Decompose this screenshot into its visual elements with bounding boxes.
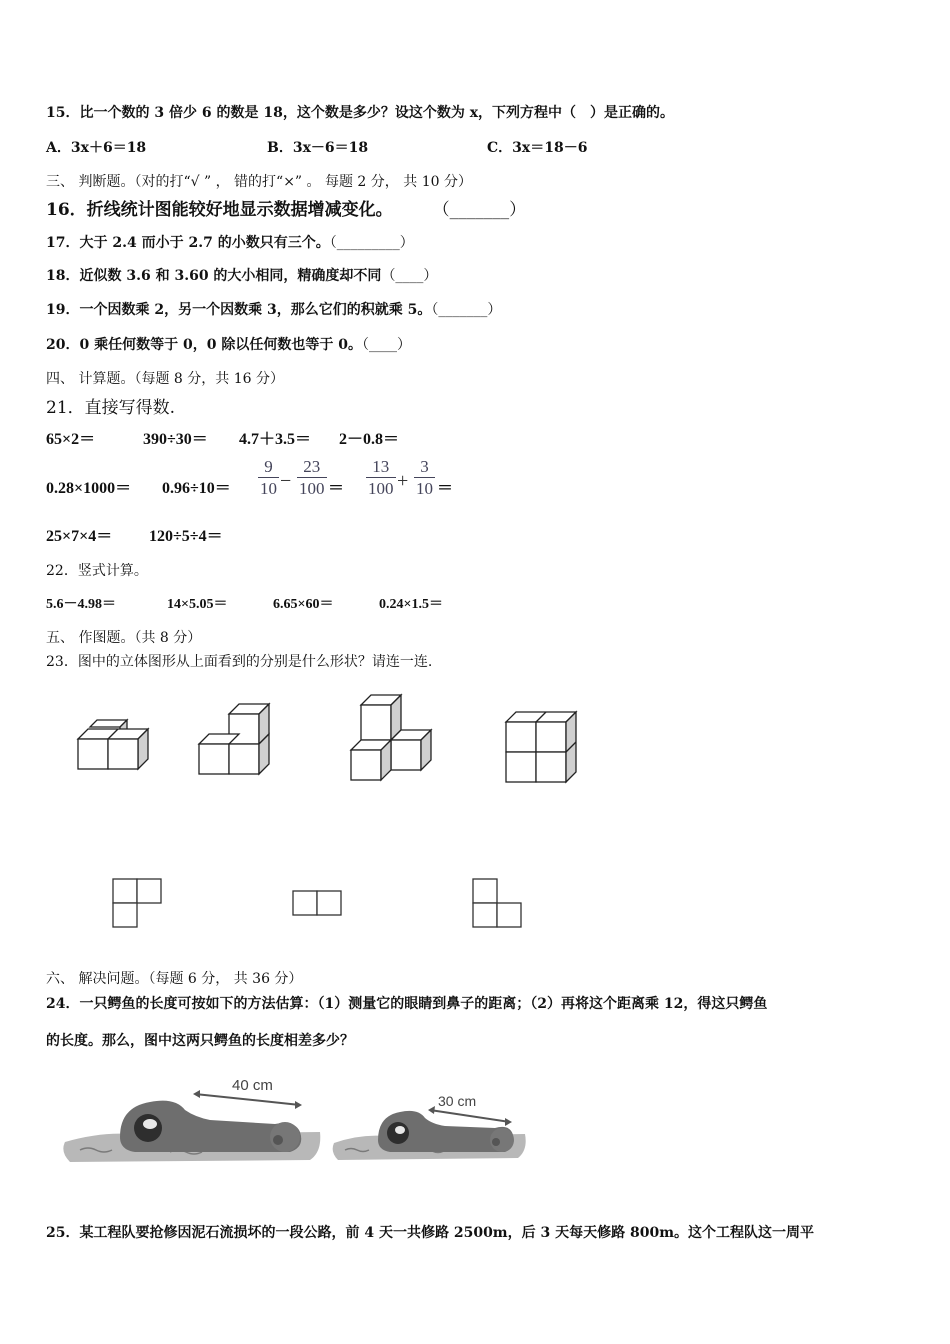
question-20-text: 20．0 乘任何数等于 0，0 除以任何数也等于 0。 — [46, 337, 362, 353]
fraction-3-10: 3 10 — [416, 457, 433, 498]
crocodile-2-measure-label: 30 cm — [438, 1093, 477, 1109]
section-6-heading: 六、 解决问题。（每题 6 分， 共 36 分） — [46, 971, 303, 987]
calc-item: 120÷5÷4＝ — [149, 528, 223, 545]
question-24-line-2: 的长度。那么，图中这两只鳄鱼的长度相差多少？ — [46, 1033, 354, 1049]
solid-figure-4 — [500, 708, 585, 788]
top-view-shape-1[interactable] — [110, 876, 165, 931]
calc-item: 65×2＝ — [46, 431, 96, 448]
vertical-calc-item: 6.65×60＝ — [273, 597, 334, 612]
question-18-text: 18．近似数 3.6 和 3.60 的大小相同，精确度却不同 — [46, 268, 382, 284]
vertical-calc-item: 0.24×1.5＝ — [379, 597, 443, 612]
question-21-title: 21．直接写得数. — [46, 398, 176, 418]
plus-operator: + — [397, 470, 409, 492]
question-20 — [46, 334, 411, 354]
solid-figure-3 — [345, 693, 440, 783]
question-16-answer-blank[interactable]: （_______） — [432, 200, 527, 220]
question-20-answer-blank[interactable]: （____） — [361, 337, 411, 353]
question-23-title: 23．图中的立体图形从上面看到的分别是什么形状？请连一连. — [46, 654, 433, 670]
minus-operator: − — [280, 470, 292, 492]
calc-item: 390÷30＝ — [143, 431, 208, 448]
question-25-line-1: 25．某工程队要抢修因泥石流损坏的一段公路，前 4 天一共修路 2500m，后 3 天每天修路 800m。这个工程队这一周平 — [46, 1225, 815, 1241]
question-19-text: 19．一个因数乘 2，另一个因数乘 3，那么它们的积就乘 5。 — [46, 302, 432, 318]
question-18 — [46, 265, 437, 285]
solid-figure-2 — [195, 700, 275, 780]
fraction-9-10: 9 10 — [260, 457, 277, 498]
q15-option-a[interactable]: A．3x＋6＝18 — [46, 140, 147, 156]
question-17-text: 17．大于 2.4 而小于 2.7 的小数只有三个。 — [46, 235, 330, 251]
equals-sign: ＝ — [437, 480, 454, 497]
crocodile-illustration — [330, 1078, 530, 1163]
vertical-calc-item: 5.6－4.98＝ — [46, 597, 116, 612]
question-16 — [46, 195, 526, 220]
question-17 — [46, 232, 414, 252]
calc-item: 4.7＋3.5＝ — [239, 431, 312, 448]
question-15-text: 15．比一个数的 3 倍少 6 的数是 18，这个数是多少？设这个数为 x，下列方程中（ ）是正确的。 — [46, 105, 675, 121]
crocodile-1-measure-label: 40 cm — [232, 1077, 273, 1094]
equals-sign: ＝ — [328, 480, 345, 497]
vertical-calc-item: 14×5.05＝ — [167, 597, 228, 612]
question-18-answer-blank[interactable]: （____） — [381, 268, 438, 284]
question-17-answer-blank[interactable]: （_________） — [329, 235, 414, 251]
question-16-text: 16．折线统计图能较好地显示数据增减变化。 — [46, 200, 393, 220]
calc-item: 25×7×4＝ — [46, 528, 113, 545]
solid-figure-1 — [70, 715, 155, 775]
question-22-title: 22．竖式计算。 — [46, 563, 148, 579]
q15-option-b[interactable]: B．3x－6＝18 — [267, 140, 369, 156]
fraction-23-100: 23 100 — [299, 457, 325, 498]
top-view-shape-3[interactable] — [470, 876, 525, 931]
crocodile-image-2 — [330, 1078, 530, 1163]
calc-item: 2－0.8＝ — [339, 431, 400, 448]
calc-item: 0.96÷10＝ — [162, 480, 231, 497]
question-24-line-1: 24．一只鳄鱼的长度可按如下的方法估算：（1）测量它的眼睛到鼻子的距离；（2）再将这个距离乘 12，得这只鳄鱼 — [46, 996, 768, 1012]
section-5-heading: 五、 作图题。（共 8 分） — [46, 630, 202, 646]
crocodile-image-1 — [60, 1072, 325, 1167]
crocodile-illustration — [60, 1072, 325, 1167]
question-19 — [46, 299, 501, 319]
calc-item: 0.28×1000＝ — [46, 480, 132, 497]
top-view-shape-2[interactable] — [290, 888, 345, 920]
q15-option-c[interactable]: C．3x＝18－6 — [487, 140, 588, 156]
section-3-heading: 三、 判断题。（对的打“√ ” ， 错的打“×” 。 每题 2 分， 共 10 分） — [46, 174, 472, 190]
fraction-13-100: 13 100 — [368, 457, 394, 498]
question-19-answer-blank[interactable]: （_______） — [431, 302, 502, 318]
section-4-heading: 四、 计算题。（每题 8 分，共 16 分） — [46, 371, 284, 387]
